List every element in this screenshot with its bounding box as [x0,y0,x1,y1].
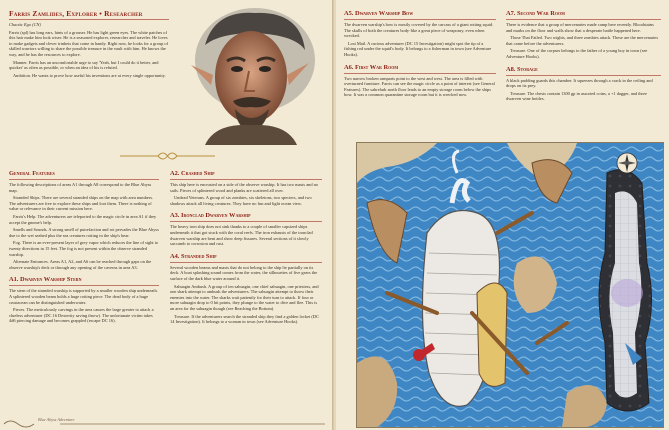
a4-para-3: Treasure. If the adventurers search the stranded ship they find a golden locket (DC 14 Investigation). It belongs to a woman in town (see Adventure Hooks). [170,313,319,325]
a2-para-2: Undead Veterans. A group of six zombies, six skeletons, two specters, and two shadows attack all living creatures. They have no fun and light ocean view. [170,195,312,206]
gen-para-2: Stranded Ships. There are several stranded ships on the map with area numbers. The adventurers are free to explore these ships and loot them. There is nothing of value or relevance in their current mission here. [9,195,154,212]
a7-para-1: There is evidence that a group of mercenaries made camp here recently. Bloodstains and marks on the floor and walls show that a desperate battle happened here. [506,22,654,33]
a7-para-2: Those That Failed. Two wights, and three zombies attack. These are the mercenaries that came before the adventurers. [506,35,659,46]
npc-title: Farris Zamlides, Explorer • Researcher [9,9,143,18]
npc-para-3: Ambition. He wants to prove how useful his inventions are at every single opportunity. [13,72,166,78]
a7-para-3: Treasure. One of the corpses belongs to the father of a young boy in town (see Adventure Hooks). [506,48,648,59]
gen-para-5: Fog. There is an ever-present layer of grey vapor which reduces the line of sight to twenty directions in 15 feet. The fog is not present within the observe stranded warship. [9,240,159,257]
left-footer-text: Blue Abyss Adventure [38,417,75,422]
a3-heading: A3. Ironclad Dwarven Warship [170,212,251,220]
npc-para-2: Manner. Farris has an uncomfortable urge to say 'Yeah, but I could do it better, and quicker' as often as possible, or when an idea of his is refuted. [9,59,159,71]
right-first-column [344,10,496,98]
gen-para-4: Smells and Sounds. A strong smell of putrefaction and rot pervades the Blue Abyss due to the wet seabed plus the sea creatures rotting in the ship's bear. [9,227,159,238]
a1-para-2: Pieces. The meticulously carvings in the area causes the large greater to attack a clueless adventurer (DC 16 Dexterity saving throw). The unfortunate victim takes 4d6 piercing damage and becomes grappled (escape DC 16). [9,307,154,324]
general-features-rule [9,179,159,180]
gen-para-1: The following descriptions of areas A1 through A8 correspond to the Blue Abyss map. [9,182,152,193]
a5-para-1: The dwarven warship's bow is mostly covered by the carcass of a giant rotting squid. The skulls of both the creatures body-like a great piece of weaponry, even when wrecked. [344,22,494,39]
a8-rule [506,75,661,76]
a6-rule [344,73,496,74]
a6-heading: A6. First War Room [344,63,399,71]
general-features-heading: General Features [9,170,55,177]
a1-para-1: The stern of the stranded warship is supported by a smaller wooden ship underneath. A splintered wooden beam holds a huge rotting piece. The dead body of a huge crustacean can be distinguished underwater. [9,288,158,305]
a8-heading: A8. Storage [506,65,538,73]
a4-para-2: Sahuagin Ambush. A group of ten sahuagin, one chief sahuagin, one priestess, and one shark attempt to ambush the adventurers. The sahuagin attempt to throw their enemies into the water. The sharks wait patiently for their turn to attack. If four or more sahuagin drop to 0 hit points, they plunge to the water to dive and flee. This is an area for the sahuagin though (see Reaching the Bottom). [170,283,319,311]
a4-rule [170,262,322,263]
a8-para-2: Treasure. The chests contain 1300 gp in assorted coins, a +1 dagger, and three dwarven wine bottles. [506,90,647,102]
gen-para-3: Farris's Help. The adventurers are teleported to the magic circle in area A1 if they accept the gnome's help. [9,213,157,225]
left-second-column [170,170,322,325]
a2-heading: A2. Crashed Ship [170,170,215,177]
npc-subtitle: Chaotic Ego (CN) [9,22,41,27]
a1-heading: A1. Dwarven Warship Stern [9,276,82,284]
a1-rule [9,285,159,286]
a3-para-1: The heavy iron ship does not sink thanks to a couple of smaller capsized ships underneath it that got stuck with the coral reefs. The iron exhausts of the ironclad dwarven warship are bent and show deep fissures. Several sections of it slowly succumb to corrosion and rust. [170,224,313,247]
right-second-column [506,10,661,102]
a2-rule [170,179,322,180]
npc-section [9,9,169,78]
a6-para-1: Two narrow broken ramparts point to the west and west. The area is filled with overturned furniture. Farris can see the magic circle as a point of interest (see General Features). The sabrelark north floor leads to an empty storage room below the ships bow. It was a common quarantine storage room but it is wrecked now. [344,75,495,98]
general-features-column [9,170,159,324]
a7-heading: A7. Second War Room [506,10,565,17]
a4-para-1: Several wooden beams and masts that do not belong to the ship lie partially on its deck. A boat splashing sound comes from the water, the silhouettes of five gears the surface of the dark blue water around it. [170,264,318,281]
a2-para-1: This ship here is encrusted on a side of the observe warship. It has two masts and no sails. Pieces of splintered wood and planks are scattered all over. [170,182,319,193]
a7-rule [506,19,661,20]
a5-rule [344,19,496,20]
a5-para-2: Lost Mail. A curious adventurer (DC 15 Investigation) might spot the tip of a fishing rod under the squid's body. It belongs to a fisherman in town (see Adventure Hooks). [344,40,492,57]
npc-title-rule [9,19,169,20]
left-page [0,0,333,430]
left-footer [0,414,333,430]
a4-heading: A4. Stranded Ship [170,252,217,260]
npc-portrait-image [175,5,325,145]
gen-para-6: Alternate Entrances. Areas A1, A2, and A6 can be reached through gaps on the observe warship's deck or through any opening of the caverns in area A3. [9,259,152,270]
npc-para-1: Farris (spl) has long ears, hints of a grouser. He has light green eyes. The white patches of this hair make him look wiser. He is a seasoned explorer, researcher and traveler. He loves to make gadgets and clever trinkets that come in handy. Right now, he looks for a group of skilled warriors willing to share the possible treasure in the vault with him. He knows the way, and he has the resources to explore. [9,29,169,57]
compass-rose-icon [617,153,637,173]
battle-map-image [356,142,664,428]
a5-heading: A5. Dwarven Warship Bow [344,10,414,17]
a8-para-1: A black pudding guards this chamber. It squeezes through a crack in the ceiling and drops on its prey. [506,77,653,89]
ornament-divider [120,150,215,162]
a3-rule [170,221,322,222]
